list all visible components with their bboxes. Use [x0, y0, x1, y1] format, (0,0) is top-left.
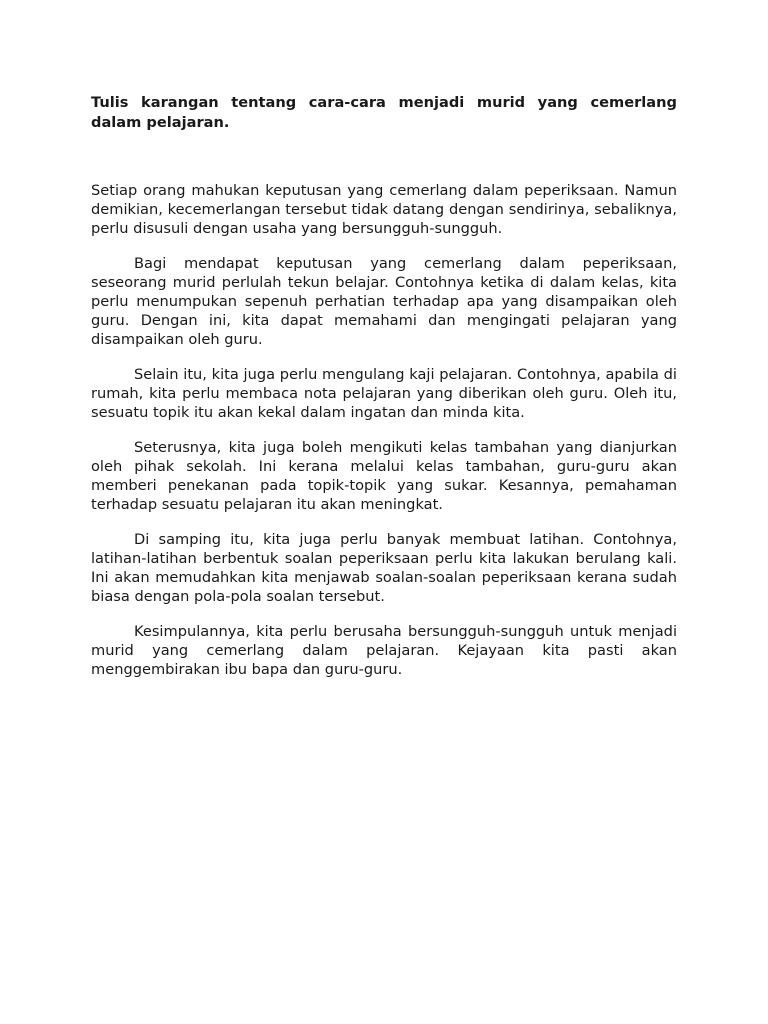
document-page: [91, 93, 677, 695]
paragraph-point-1: Bagi mendapat keputusan yang cemerlang dalam peperiksaan, seseorang murid perlulah tekun belajar. Contohnya ketika di dalam kelas, kita perlu menumpukan sepenuh perhatian terhadap apa yang disampaikan oleh guru. Dengan ini, kita dapat memahami dan mengingati pelajaran yang disampaikan oleh guru.: [91, 255, 677, 348]
paragraph-point-2: Selain itu, kita juga perlu mengulang kaji pelajaran. Contohnya, apabila di rumah, kita perlu membaca nota pelajaran yang diberikan oleh guru. Oleh itu, sesuatu topik itu akan kekal dalam ingatan dan minda kita.: [91, 366, 677, 421]
paragraph-introduction: Setiap orang mahukan keputusan yang cemerlang dalam peperiksaan. Namun demikian, kecemerlangan tersebut tidak datang dengan sendirinya, sebaliknya, perlu disusuli dengan usaha yang bersungguh-sungguh.: [91, 182, 677, 237]
essay-body: [91, 181, 677, 679]
essay-title: Tulis karangan tentang cara-cara menjadi murid yang cemerlang dalam pelajaran.: [91, 94, 677, 131]
paragraph-conclusion: Kesimpulannya, kita perlu berusaha bersungguh-sungguh untuk menjadi murid yang cemerlang dalam pelajaran. Kejayaan kita pasti akan menggembirakan ibu bapa dan guru-guru.: [91, 623, 677, 678]
paragraph-point-4: Di samping itu, kita juga perlu banyak membuat latihan. Contohnya, latihan-latihan berbentuk soalan peperiksaan perlu kita lakukan berulang kali. Ini akan memudahkan kita menjawab soalan-soalan peperiksaan kerana sudah biasa dengan pola-pola soalan tersebut.: [91, 531, 677, 605]
paragraph-point-3: Seterusnya, kita juga boleh mengikuti kelas tambahan yang dianjurkan oleh pihak sekolah. Ini kerana melalui kelas tambahan, guru-guru akan memberi penekanan pada topik-topik yang sukar. Kesannya, pemahaman terhadap sesuatu pelajaran itu akan meningkat.: [91, 439, 677, 513]
